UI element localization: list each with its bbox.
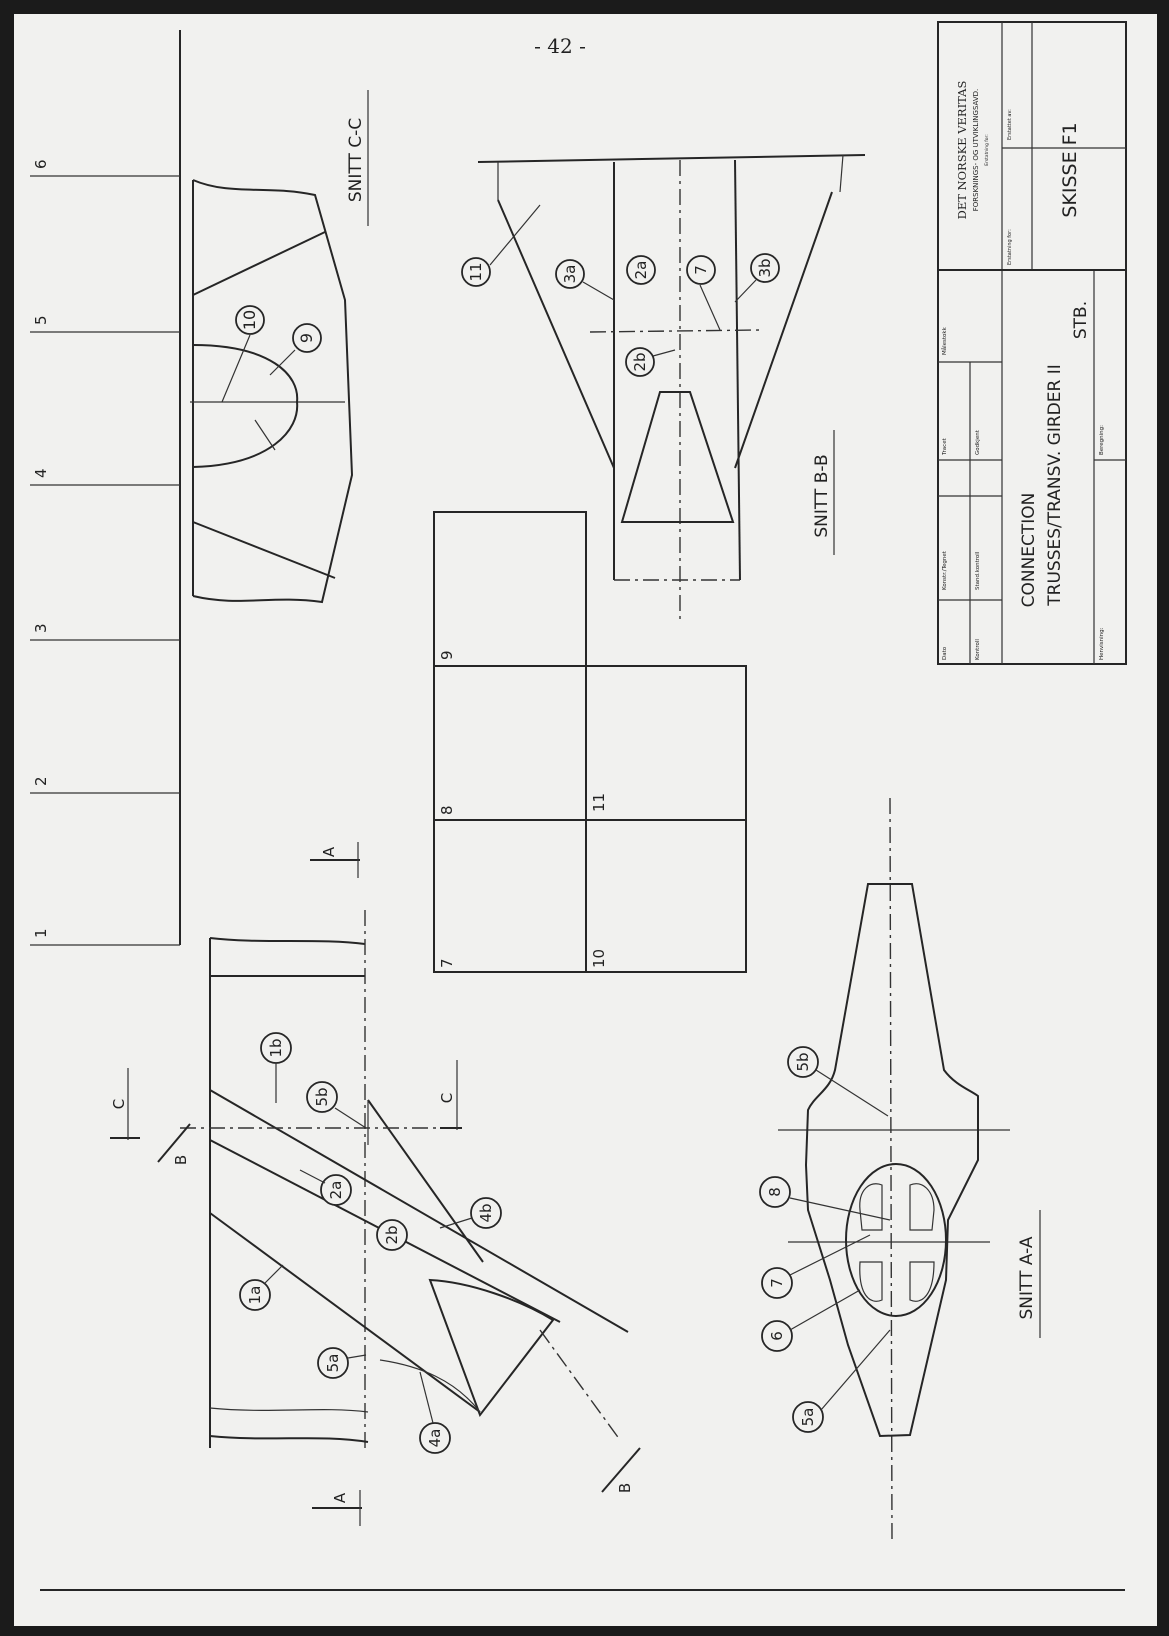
page-number: - 42 - [534, 34, 586, 58]
section-a-a-view [760, 798, 1040, 1540]
callout-8: 8 [766, 1187, 784, 1197]
sketch-title: SKISSE F1 [1059, 122, 1081, 218]
drawing-title-line-3: STB. [1071, 300, 1091, 340]
frame-tick-2: 2 [32, 776, 50, 786]
date-label: Dato [942, 646, 948, 660]
callout-7: 7 [692, 265, 710, 275]
callout-2a-elevation: 2a [327, 1180, 345, 1200]
callout-9: 9 [297, 332, 316, 344]
grid-label-10: 10 [590, 948, 608, 968]
callout-7-section-a: 7 [768, 1278, 786, 1288]
frame-tick-4: 4 [32, 468, 50, 478]
technical-drawing [14, 14, 1157, 1626]
scale-label: Målestokk [942, 327, 948, 355]
checked-label: Kontroll [975, 639, 981, 660]
drawing-sheet [14, 14, 1157, 1626]
approved-label: Godkjent [975, 430, 981, 455]
replaces-label-b: Erstatning for: [1007, 229, 1013, 265]
frame-tick-1: 1 [32, 928, 50, 938]
cut-marker-a-bottom: A [331, 1492, 349, 1504]
callout-6: 6 [768, 1331, 786, 1341]
grid-label-7: 7 [438, 958, 456, 968]
callout-2b-elevation: 2b [383, 1225, 401, 1245]
cut-marker-c-right: C [438, 1092, 456, 1104]
section-c-c-label: SNITT C-C [346, 117, 366, 203]
callout-5a: 5a [324, 1353, 342, 1373]
callout-3a: 3a [561, 264, 579, 284]
replaced-by-label: Erstattet av: [1007, 109, 1013, 140]
grid-label-8: 8 [438, 805, 456, 815]
callout-11: 11 [467, 262, 485, 282]
left-frame-strip [30, 30, 180, 945]
frame-tick-5: 5 [32, 315, 50, 325]
callout-2a: 2a [632, 260, 650, 280]
company-name: DET NORSKE VERITAS [955, 80, 969, 220]
replaces-label: Erstatning for: [985, 134, 990, 166]
callout-1a: 1a [246, 1285, 264, 1305]
elevation-view [110, 842, 640, 1526]
callout-4a: 4a [426, 1428, 444, 1448]
cut-marker-b-right: B [616, 1482, 634, 1494]
drawing-title-line-1: CONNECTION [1019, 492, 1039, 608]
department-name: FORSKNINGS- OG UTVIKLINGSAVD. [972, 88, 980, 212]
calculation-label: Beregning: [1099, 424, 1105, 455]
title-block [938, 22, 1126, 664]
callout-5b-section-a: 5b [794, 1052, 812, 1072]
section-b-b-view [462, 155, 865, 620]
callout-5b: 5b [313, 1087, 331, 1107]
drawn-label: Konstr./Tegnet [942, 551, 948, 590]
callout-5a-section-a: 5a [799, 1407, 817, 1427]
frame-tick-6: 6 [32, 159, 50, 169]
reference-label: Henvisning: [1099, 627, 1105, 660]
callout-4b: 4b [477, 1203, 495, 1223]
section-a-a-label: SNITT A-A [1017, 1236, 1037, 1320]
callout-3b: 3b [756, 258, 774, 278]
cut-marker-b-left: B [172, 1154, 190, 1166]
cut-marker-a-top: A [320, 846, 338, 858]
callout-2b: 2b [631, 352, 649, 372]
callout-1b: 1b [267, 1038, 285, 1058]
traced-label: Tracet [942, 438, 948, 455]
std-check-label: Stand.kontroll [975, 551, 981, 590]
section-c-c-view [190, 90, 368, 602]
grid-label-9: 9 [438, 650, 456, 660]
reference-grid [434, 512, 746, 972]
frame-tick-3: 3 [32, 623, 50, 633]
drawing-title-line-2: TRUSSES/TRANSV. GIRDER II [1045, 364, 1065, 606]
grid-label-11: 11 [590, 792, 608, 812]
cut-marker-c-left: C [110, 1098, 128, 1110]
section-b-b-label: SNITT B-B [812, 454, 832, 538]
callout-10: 10 [240, 309, 259, 331]
